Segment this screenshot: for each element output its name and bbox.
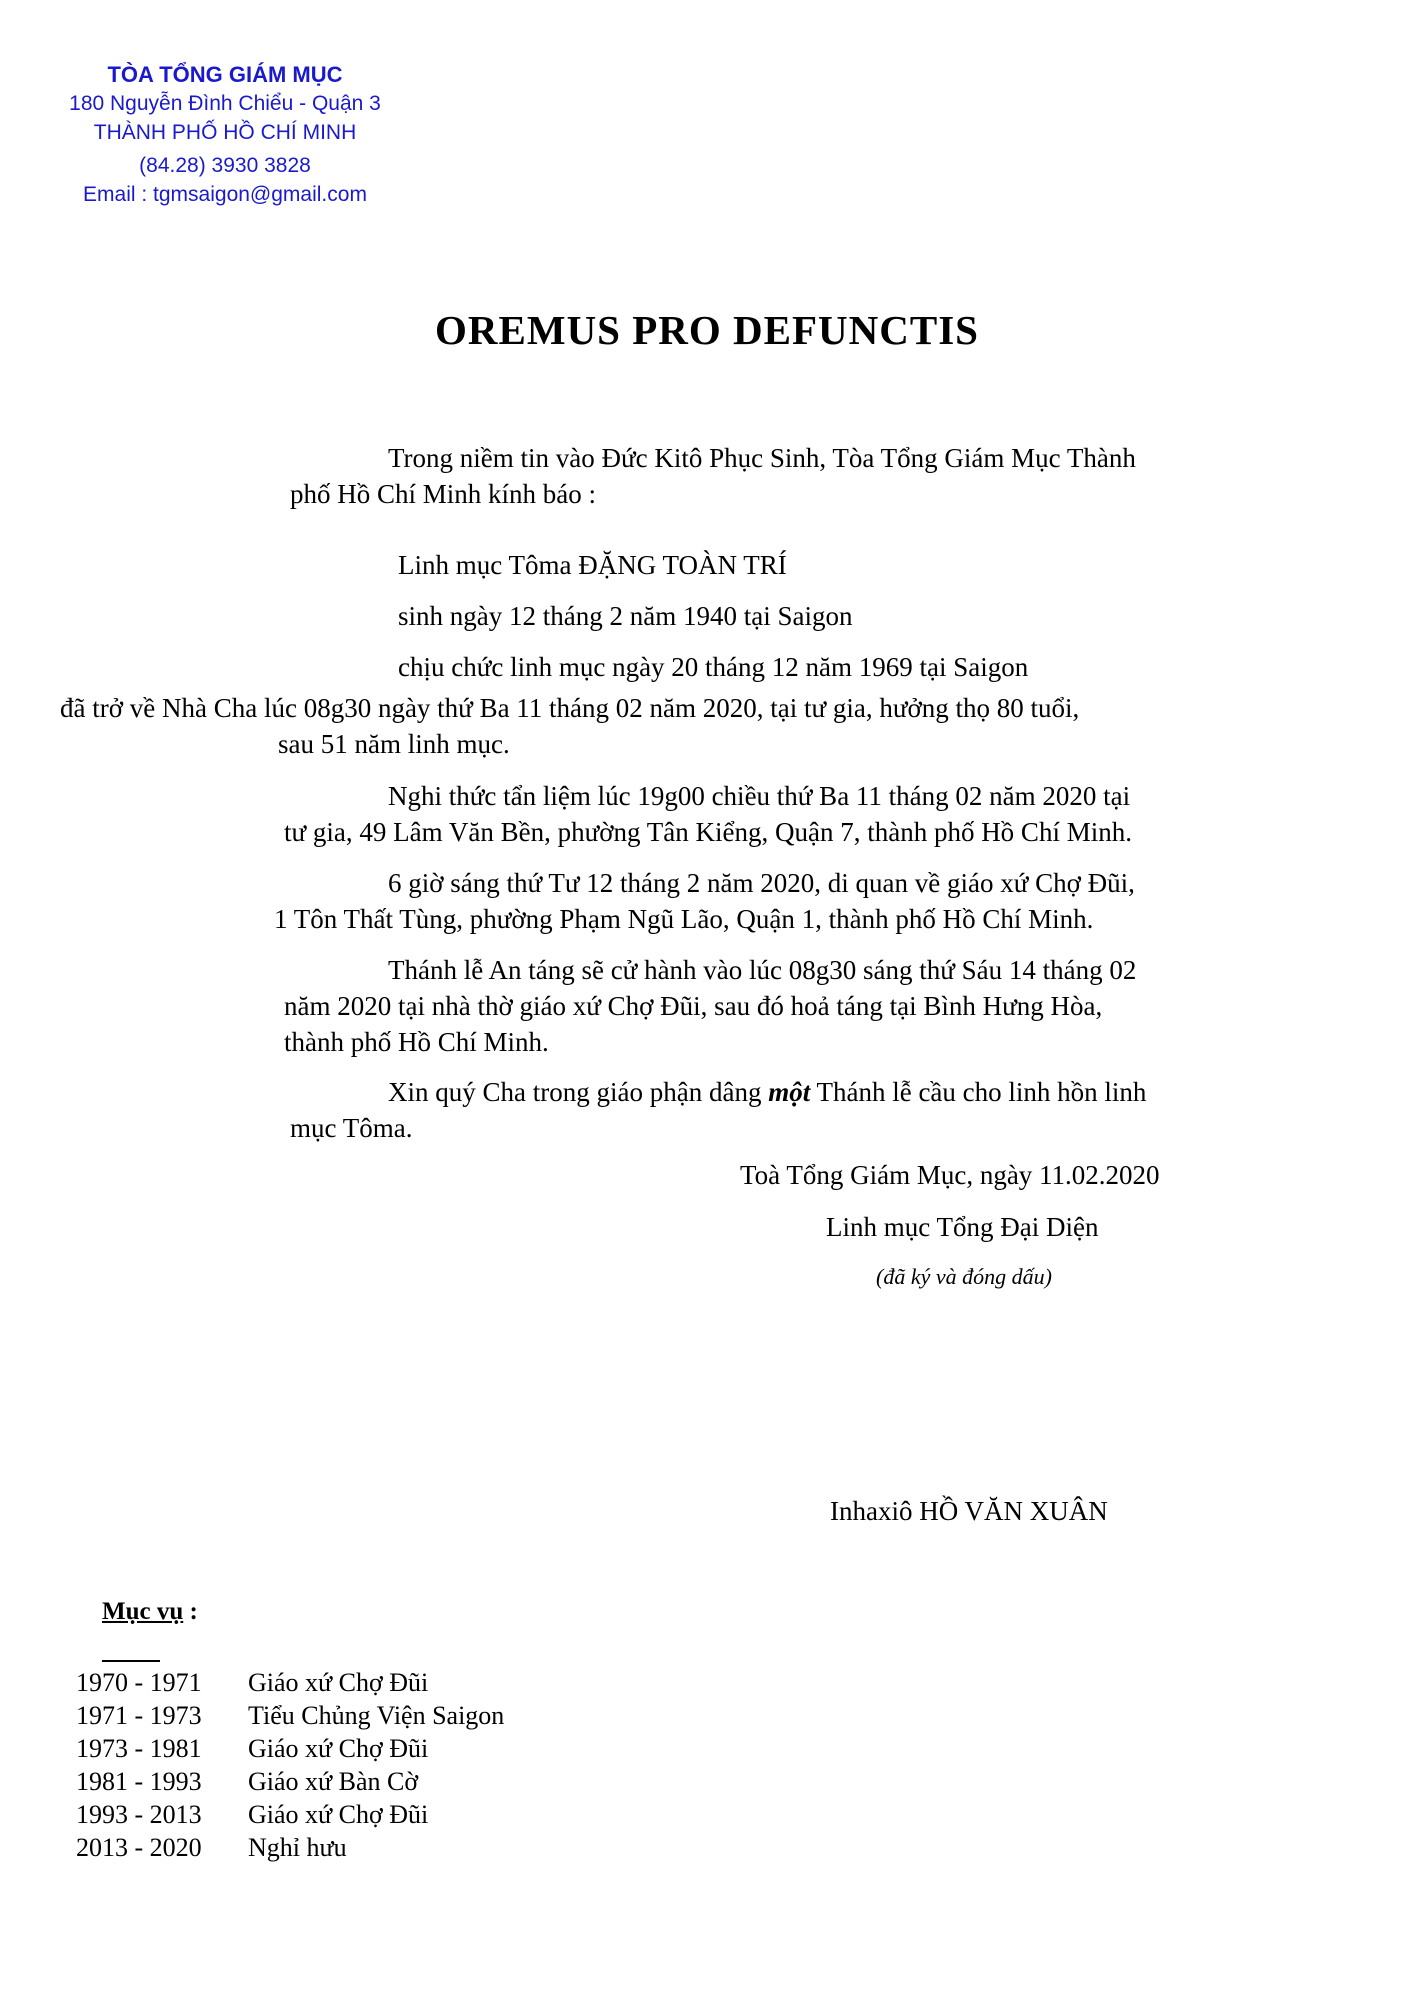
service-place: Tiểu Chủng Viện Saigon bbox=[248, 1701, 505, 1730]
letterhead bbox=[40, 60, 410, 209]
transfer-line-2: 1 Tôn Thất Tùng, phường Phạm Ngũ Lão, Quận 1, thành phố Hồ Chí Minh. bbox=[274, 904, 1094, 934]
service-row bbox=[76, 1732, 776, 1765]
transfer-paragraph bbox=[274, 865, 1304, 937]
service-row bbox=[76, 1699, 776, 1732]
service-row bbox=[76, 1666, 776, 1699]
deceased-name: Linh mục Tôma ĐẶNG TOÀN TRÍ bbox=[398, 550, 787, 580]
service-heading-text: Mục vụ bbox=[102, 1598, 184, 1625]
letterhead-email: Email : tgmsaigon@gmail.com bbox=[83, 183, 367, 206]
service-heading-colon: : bbox=[183, 1598, 198, 1625]
request-line-2: mục Tôma. bbox=[290, 1113, 413, 1143]
intro-line-1: Trong niềm tin vào Đức Kitô Phục Sinh, Tòa Tổng Giám Mục Thành bbox=[388, 443, 1136, 473]
service-history-list bbox=[76, 1666, 776, 1864]
signer-name: Inhaxiô HỒ VĂN XUÂN bbox=[830, 1496, 1108, 1526]
service-place: Giáo xứ Chợ Đũi bbox=[248, 1800, 429, 1829]
request-emphasis: một bbox=[768, 1077, 811, 1107]
letterhead-phone: (84.28) 3930 3828 bbox=[139, 154, 311, 177]
service-place: Giáo xứ Bàn Cờ bbox=[248, 1767, 419, 1796]
service-place: Nghỉ hưu bbox=[248, 1833, 347, 1862]
funeral-line-1: Thánh lễ An táng sẽ cử hành vào lúc 08g30 sáng thứ Sáu 14 tháng 02 bbox=[388, 955, 1137, 985]
service-years: 2013 - 2020 bbox=[76, 1833, 202, 1862]
funeral-paragraph bbox=[284, 952, 1304, 1060]
deceased-born: sinh ngày 12 tháng 2 năm 1940 tại Saigon bbox=[398, 601, 853, 631]
signature-place-date: Toà Tổng Giám Mục, ngày 11.02.2020 bbox=[740, 1160, 1160, 1190]
document-title: OREMUS PRO DEFUNCTIS bbox=[435, 307, 979, 353]
funeral-line-3: thành phố Hồ Chí Minh. bbox=[284, 1027, 549, 1057]
service-years: 1970 - 1971 bbox=[76, 1668, 202, 1697]
intro-line-2: phố Hồ Chí Minh kính báo : bbox=[290, 479, 597, 509]
death-line-2: sau 51 năm linh mục. bbox=[278, 729, 510, 759]
service-heading bbox=[102, 1598, 198, 1626]
death-paragraph bbox=[60, 690, 1360, 762]
death-line-1: đã trở về Nhà Cha lúc 08g30 ngày thứ Ba 11 tháng 02 năm 2020, tại tư gia, hưởng thọ 80 tuổi, bbox=[60, 693, 1080, 723]
service-years: 1973 - 1981 bbox=[76, 1734, 202, 1763]
encoffining-line-2: tư gia, 49 Lâm Văn Bền, phường Tân Kiểng, Quận 7, thành phố Hồ Chí Minh. bbox=[284, 817, 1132, 847]
encoffining-line-1: Nghi thức tẩn liệm lúc 19g00 chiều thứ Ba 11 tháng 02 năm 2020 tại bbox=[388, 781, 1131, 811]
letterhead-address: 180 Nguyễn Đình Chiểu - Quận 3 bbox=[69, 92, 381, 115]
request-text-after: Thánh lễ cầu cho linh hồn linh bbox=[810, 1077, 1147, 1107]
service-row bbox=[76, 1798, 776, 1831]
signature-note: (đã ký và đóng dấu) bbox=[876, 1264, 1052, 1289]
service-row bbox=[76, 1765, 776, 1798]
service-row bbox=[76, 1831, 776, 1864]
request-paragraph bbox=[290, 1074, 1310, 1146]
encoffining-paragraph bbox=[284, 778, 1304, 850]
service-heading-rule bbox=[102, 1660, 160, 1662]
intro-paragraph bbox=[290, 440, 1290, 512]
service-years: 1993 - 2013 bbox=[76, 1800, 202, 1829]
transfer-line-1: 6 giờ sáng thứ Tư 12 tháng 2 năm 2020, di quan về giáo xứ Chợ Đũi, bbox=[388, 868, 1135, 898]
signature-role: Linh mục Tổng Đại Diện bbox=[826, 1212, 1099, 1242]
funeral-line-2: năm 2020 tại nhà thờ giáo xứ Chợ Đũi, sau đó hoả táng tại Bình Hưng Hòa, bbox=[284, 991, 1103, 1021]
letterhead-city: THÀNH PHỐ HỒ CHÍ MINH bbox=[93, 121, 357, 144]
service-years: 1971 - 1973 bbox=[76, 1701, 202, 1730]
service-place: Giáo xứ Chợ Đũi bbox=[248, 1668, 429, 1697]
deceased-ordained: chịu chức linh mục ngày 20 tháng 12 năm 1969 tại Saigon bbox=[398, 652, 1029, 682]
service-place: Giáo xứ Chợ Đũi bbox=[248, 1734, 429, 1763]
letterhead-org: TÒA TỔNG GIÁM MỤC bbox=[107, 62, 343, 87]
request-text-before: Xin quý Cha trong giáo phận dâng bbox=[388, 1077, 769, 1107]
request-line-1 bbox=[290, 1074, 1310, 1110]
deceased-block bbox=[398, 540, 1298, 693]
service-years: 1981 - 1993 bbox=[76, 1767, 202, 1796]
